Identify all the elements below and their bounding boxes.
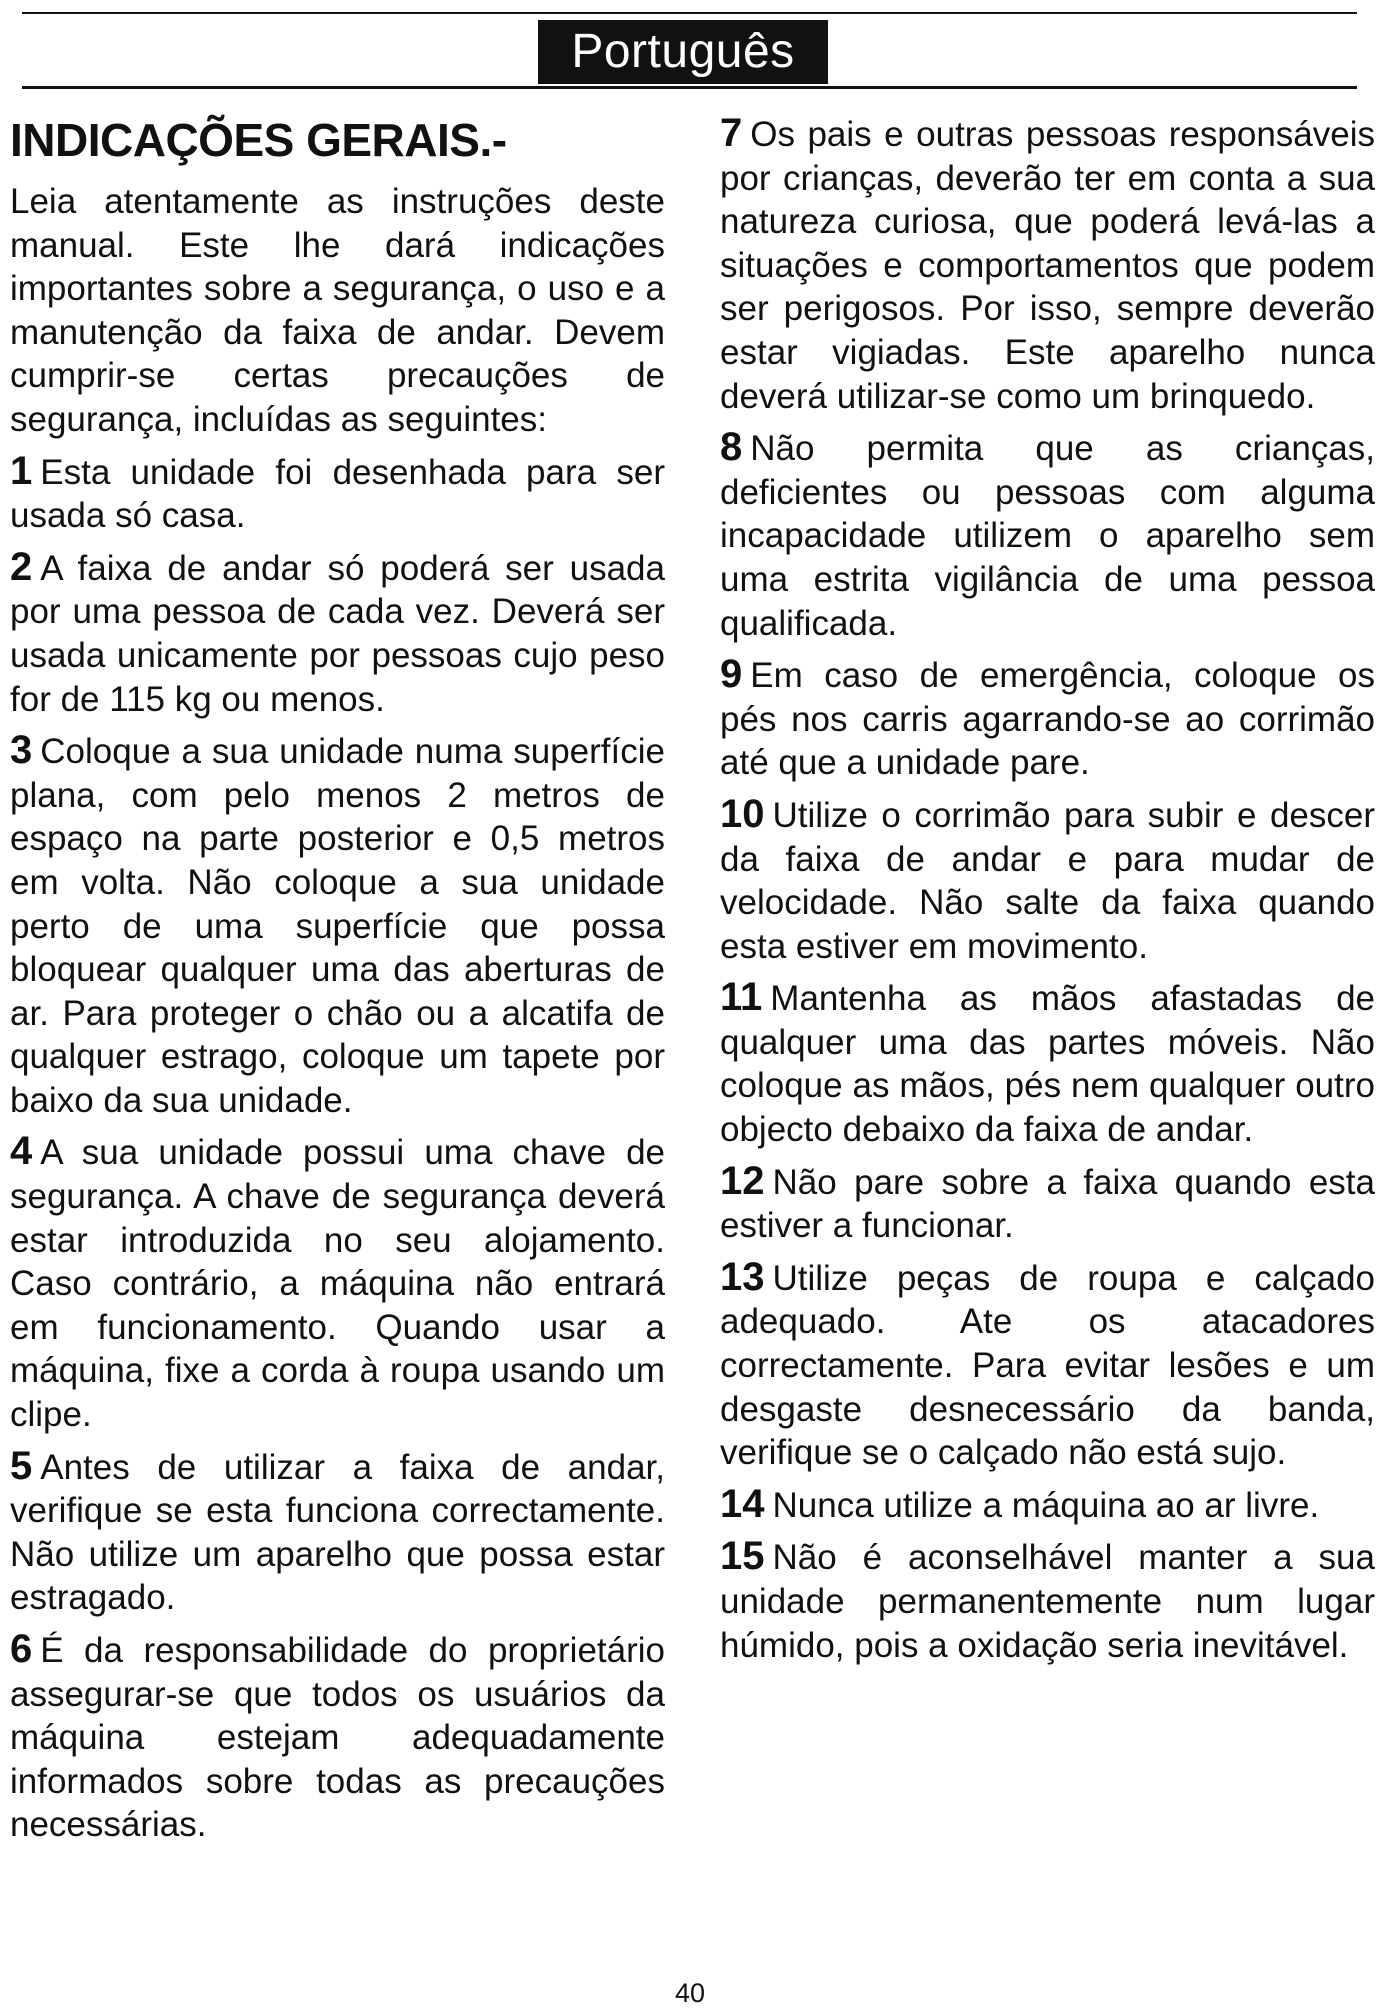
item-number: 9 bbox=[720, 652, 743, 697]
list-item bbox=[10, 450, 665, 538]
list-item bbox=[10, 1130, 665, 1436]
item-text: Esta unidade foi desenhada para ser usada só casa. bbox=[10, 452, 665, 536]
item-number: 12 bbox=[720, 1158, 765, 1203]
item-text: Utilize peças de roupa e calçado adequado. Ate os atacadores correctamente. Para evitar lesões e um desgaste desnecessário da banda, verifique se o calçado não está sujo. bbox=[720, 1258, 1375, 1473]
item-number: 11 bbox=[720, 975, 763, 1020]
item-text: Não permita que as crianças, deficientes ou pessoas com alguma incapacidade utilizem o aparelho sem uma estrita vigilância de uma pessoa qualificada. bbox=[720, 429, 1375, 643]
item-number: 7 bbox=[720, 111, 743, 155]
item-number: 1 bbox=[10, 448, 33, 493]
header-rule-bottom bbox=[22, 86, 1357, 89]
list-item bbox=[720, 112, 1375, 418]
right-column bbox=[720, 112, 1375, 1675]
list-item bbox=[720, 1535, 1375, 1667]
list-item bbox=[720, 1483, 1375, 1528]
item-text: É da responsabilidade do proprietário assegurar-se que todos os usuários da máquina estejam adequadamente informados sobre todas as precauções necessárias. bbox=[10, 1631, 665, 1845]
item-text: Os pais e outras pessoas responsáveis por crianças, deverão ter em conta a sua natureza curiosa, que poderá levá-las a situações e comportamentos que podem ser perigosos. Por isso, sempre deverão estar vigiadas. Este aparelho nunca deverá utilizar-se como um brinquedo. bbox=[720, 115, 1375, 416]
item-number: 6 bbox=[10, 1627, 33, 1671]
list-item bbox=[10, 729, 665, 1122]
list-item bbox=[720, 1256, 1375, 1475]
item-text: Mantenha as mãos afastadas de qualquer uma das partes móveis. Não coloque as mãos, pés nem qualquer outro objecto debaixo da faixa de andar. bbox=[720, 979, 1375, 1150]
page-number: 40 bbox=[674, 1978, 706, 2008]
item-number: 2 bbox=[10, 544, 33, 589]
section-title: INDICAÇÕES GERAIS.- bbox=[10, 114, 507, 166]
item-text: Não é aconselhável manter a sua unidade permanentemente num lugar húmido, pois a oxidação seria inevitável. bbox=[720, 1538, 1375, 1665]
item-text: Utilize o corrimão para subir e descer da faixa de andar e para mudar de velocidade. Não salte da faixa quando esta estiver em movimento. bbox=[720, 795, 1375, 966]
item-number: 10 bbox=[720, 791, 765, 836]
list-item bbox=[720, 426, 1375, 645]
list-item bbox=[720, 653, 1375, 785]
item-number: 4 bbox=[10, 1129, 33, 1174]
item-number: 14 bbox=[720, 1481, 765, 1526]
item-number: 15 bbox=[720, 1534, 765, 1579]
item-text: A faixa de andar só poderá ser usada por uma pessoa de cada vez. Deverá ser usada unicamente por pessoas cujo peso for de 115 kg ou menos. bbox=[10, 548, 665, 719]
item-text: Nunca utilize a máquina ao ar livre. bbox=[772, 1485, 1320, 1525]
item-number: 8 bbox=[720, 425, 743, 470]
item-text: Antes de utilizar a faixa de andar, verifique se esta funciona correctamente. Não utilize um aparelho que possa estar estragado. bbox=[10, 1447, 665, 1618]
item-number: 5 bbox=[10, 1443, 33, 1488]
language-tab: Português bbox=[538, 20, 828, 84]
list-item bbox=[720, 1160, 1375, 1248]
item-text: Não pare sobre a faixa quando esta estiver a funcionar. bbox=[720, 1162, 1375, 1246]
list-item bbox=[720, 793, 1375, 968]
intro-paragraph: Leia atentamente as instruções deste manual. Este lhe dará indicações importantes sobre a segurança, o uso e a manutenção da faixa de andar. Devem cumprir-se certas precauções de segurança, incluídas as seguintes: bbox=[10, 182, 665, 439]
header-rule-top bbox=[22, 12, 1357, 14]
list-item bbox=[10, 1445, 665, 1620]
item-text: Em caso de emergência, coloque os pés nos carris agarrando-se ao corrimão até que a unidade pare. bbox=[720, 656, 1375, 783]
item-text: Coloque a sua unidade numa superfície plana, com pelo menos 2 metros de espaço na parte posterior e 0,5 metros em volta. Não coloque a sua unidade perto de uma superfície que possa bloquear qualquer uma das aberturas de ar. Para proteger o chão ou a alcatifa de qualquer estrago, coloque um tapete por baixo da sua unidade. bbox=[10, 732, 665, 1120]
list-item bbox=[10, 1628, 665, 1847]
list-item bbox=[720, 976, 1375, 1151]
item-text: A sua unidade possui uma chave de segurança. A chave de segurança deverá estar introduzida no seu alojamento. Caso contrário, a máquina não entrará em funcionamento. Quando usar a máquina, fixe a corda à roupa usando um clipe. bbox=[10, 1133, 665, 1435]
list-item bbox=[10, 546, 665, 721]
item-number: 3 bbox=[10, 728, 33, 773]
item-number: 13 bbox=[720, 1254, 765, 1299]
left-column bbox=[10, 112, 665, 1855]
